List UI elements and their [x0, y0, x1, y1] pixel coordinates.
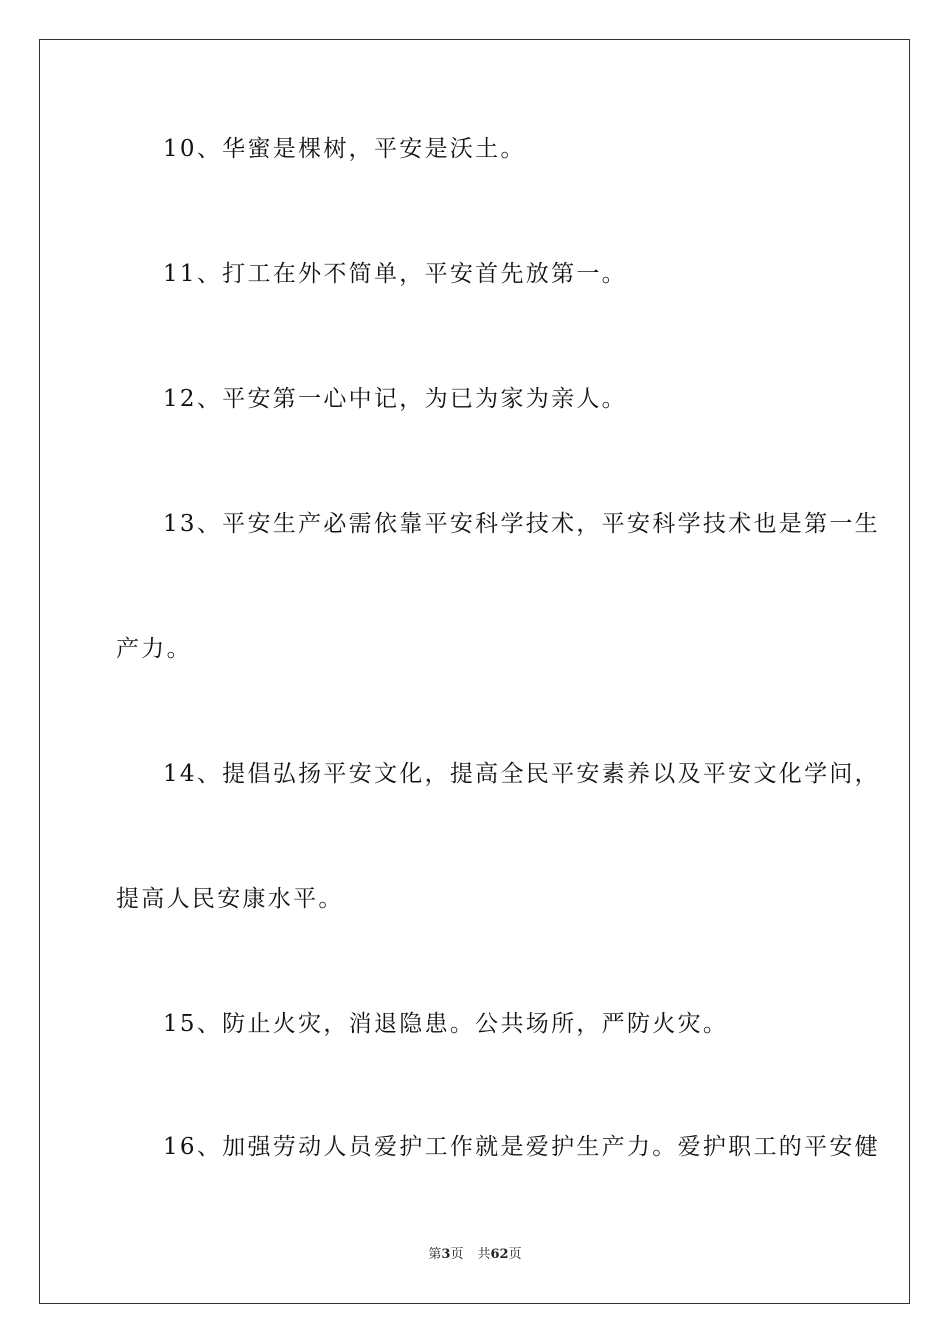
text-line-12: 12、平安第一心中记，为已为家为亲人。	[163, 386, 627, 412]
text-line-16: 16、加强劳动人员爱护工作就是爱护生产力。爱护职工的平安健	[163, 1134, 880, 1160]
page-suffix: 页	[450, 1247, 464, 1262]
page-prefix: 第	[428, 1247, 442, 1262]
total-pages: 62	[490, 1247, 509, 1262]
page-border	[39, 39, 910, 1304]
page-number: 3	[441, 1247, 451, 1262]
text-line-11: 11、打工在外不简单，平安首先放第一。	[163, 261, 627, 287]
text-line-13-continued: 产力。	[116, 636, 192, 662]
text-line-10: 10、华蜜是棵树，平安是沃土。	[163, 136, 526, 162]
page-footer	[0, 1246, 950, 1264]
text-line-13: 13、平安生产必需依靠平安科学技术，平安科学技术也是第一生	[163, 511, 880, 537]
text-line-14: 14、提倡弘扬平安文化，提高全民平安素养以及平安文化学问，	[163, 761, 880, 787]
total-suffix: 页	[508, 1247, 522, 1262]
text-line-15: 15、防止火灾，消退隐患。公共场所，严防火灾。	[163, 1011, 729, 1037]
text-line-14-continued: 提高人民安康水平。	[116, 886, 344, 912]
total-prefix: 共	[477, 1247, 491, 1262]
